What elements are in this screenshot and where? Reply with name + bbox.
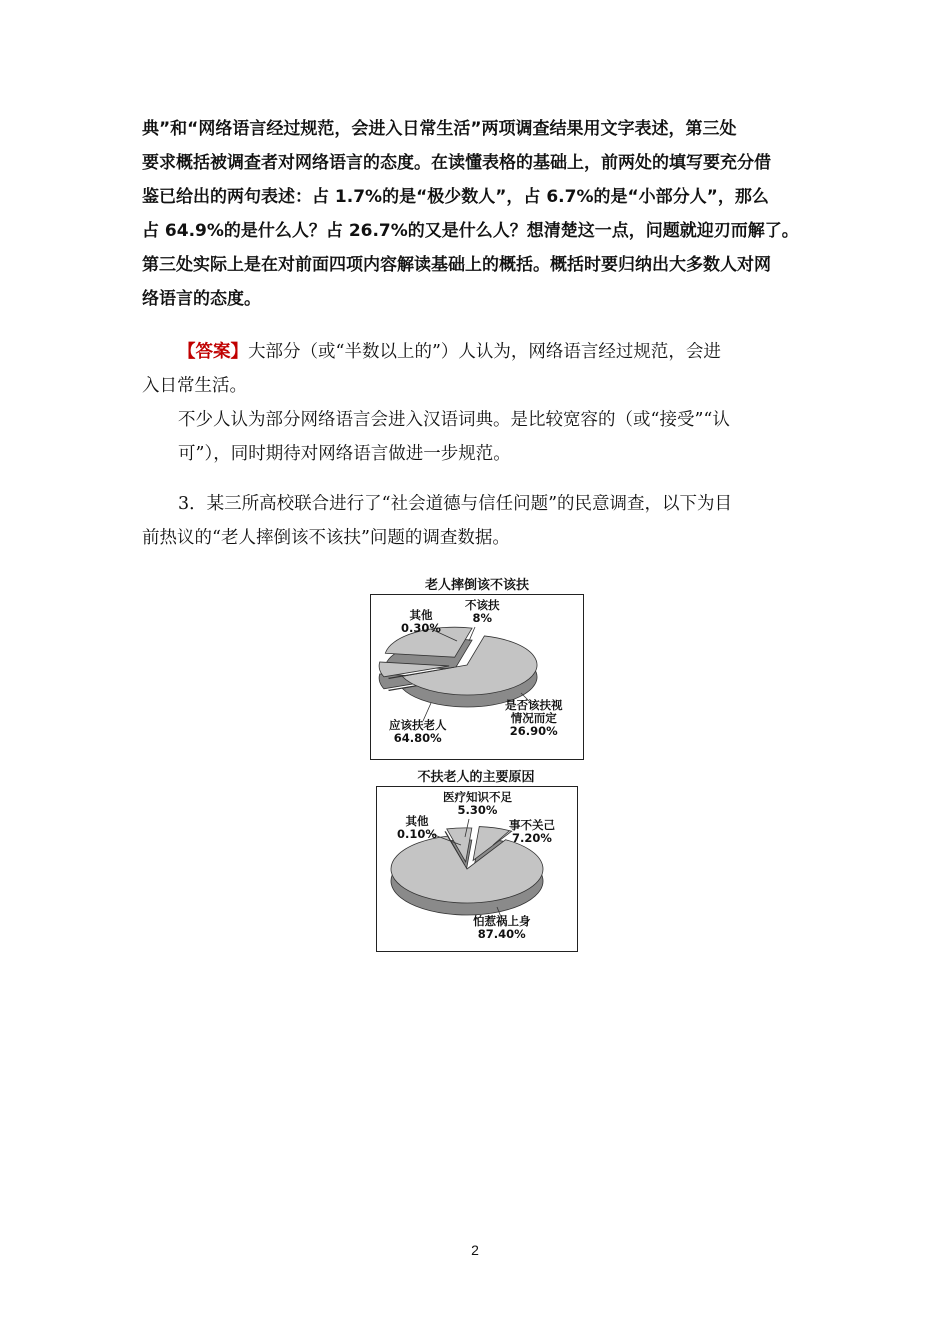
question-text: 3．某三所高校联合进行了“社会道德与信任问题”的民意调查，以下为目 [178,494,733,514]
pie-chart-2 [376,786,578,952]
answer-text: 不少人认为部分网络语言会进入汉语词典。是比较宽容的（或“接受”“认 [178,410,730,430]
slice-label: 医疗知识不足 5.30% [443,790,512,817]
slice-label: 怕惹祸上身 87.40% [473,914,531,941]
answer-text: 大部分（或“半数以上的”）人认为，网络语言经过规范，会进 [248,342,721,362]
answer-tag: 【答案】 [178,342,248,362]
page-number: 2 [471,1242,479,1258]
chart-title: 老人摔倒该不该扶 [424,578,529,593]
question-text: 前热议的“老人摔倒该不该扶”问题的调查数据。 [142,528,510,548]
explanation-line: 第三处实际上是在对前面四项内容解读基础上的概括。概括时要归纳出大多数人对网 [142,255,771,275]
slice-label: 事不关己 7.20% [509,818,555,845]
explanation-line: 络语言的态度。 [142,289,261,309]
answer-paragraph [142,335,812,471]
chart-title: 不扶老人的主要原因 [417,770,535,785]
explanation-paragraph [142,112,812,316]
explanation-line: 鉴已给出的两句表述：占 1.7%的是“极少数人”，占 6.7%的是“小部分人”，那么 [142,187,769,207]
slice-label: 不该扶 8% [465,598,500,625]
slice-label: 应该扶老人 64.80% [389,718,447,745]
explanation-line: 典”和“网络语言经过规范，会进入日常生活”两项调查结果用文字表述，第三处 [142,119,737,139]
question-paragraph [142,487,812,555]
pie-chart-1 [370,594,584,760]
answer-text: 可”），同时期待对网络语言做进一步规范。 [178,444,511,464]
slice-label: 是否该扶视 情况而定 26.90% [505,698,563,738]
slice-label: 其他 0.30% [401,608,441,635]
explanation-line: 占 64.9%的是什么人？占 26.7%的又是什么人？想清楚这一点，问题就迎刃而解了。 [142,221,799,241]
answer-text: 入日常生活。 [142,376,247,396]
explanation-line: 要求概括被调查者对网络语言的态度。在读懂表格的基础上，前两处的填写要充分借 [142,153,771,173]
slice-label: 其他 0.10% [397,814,437,841]
